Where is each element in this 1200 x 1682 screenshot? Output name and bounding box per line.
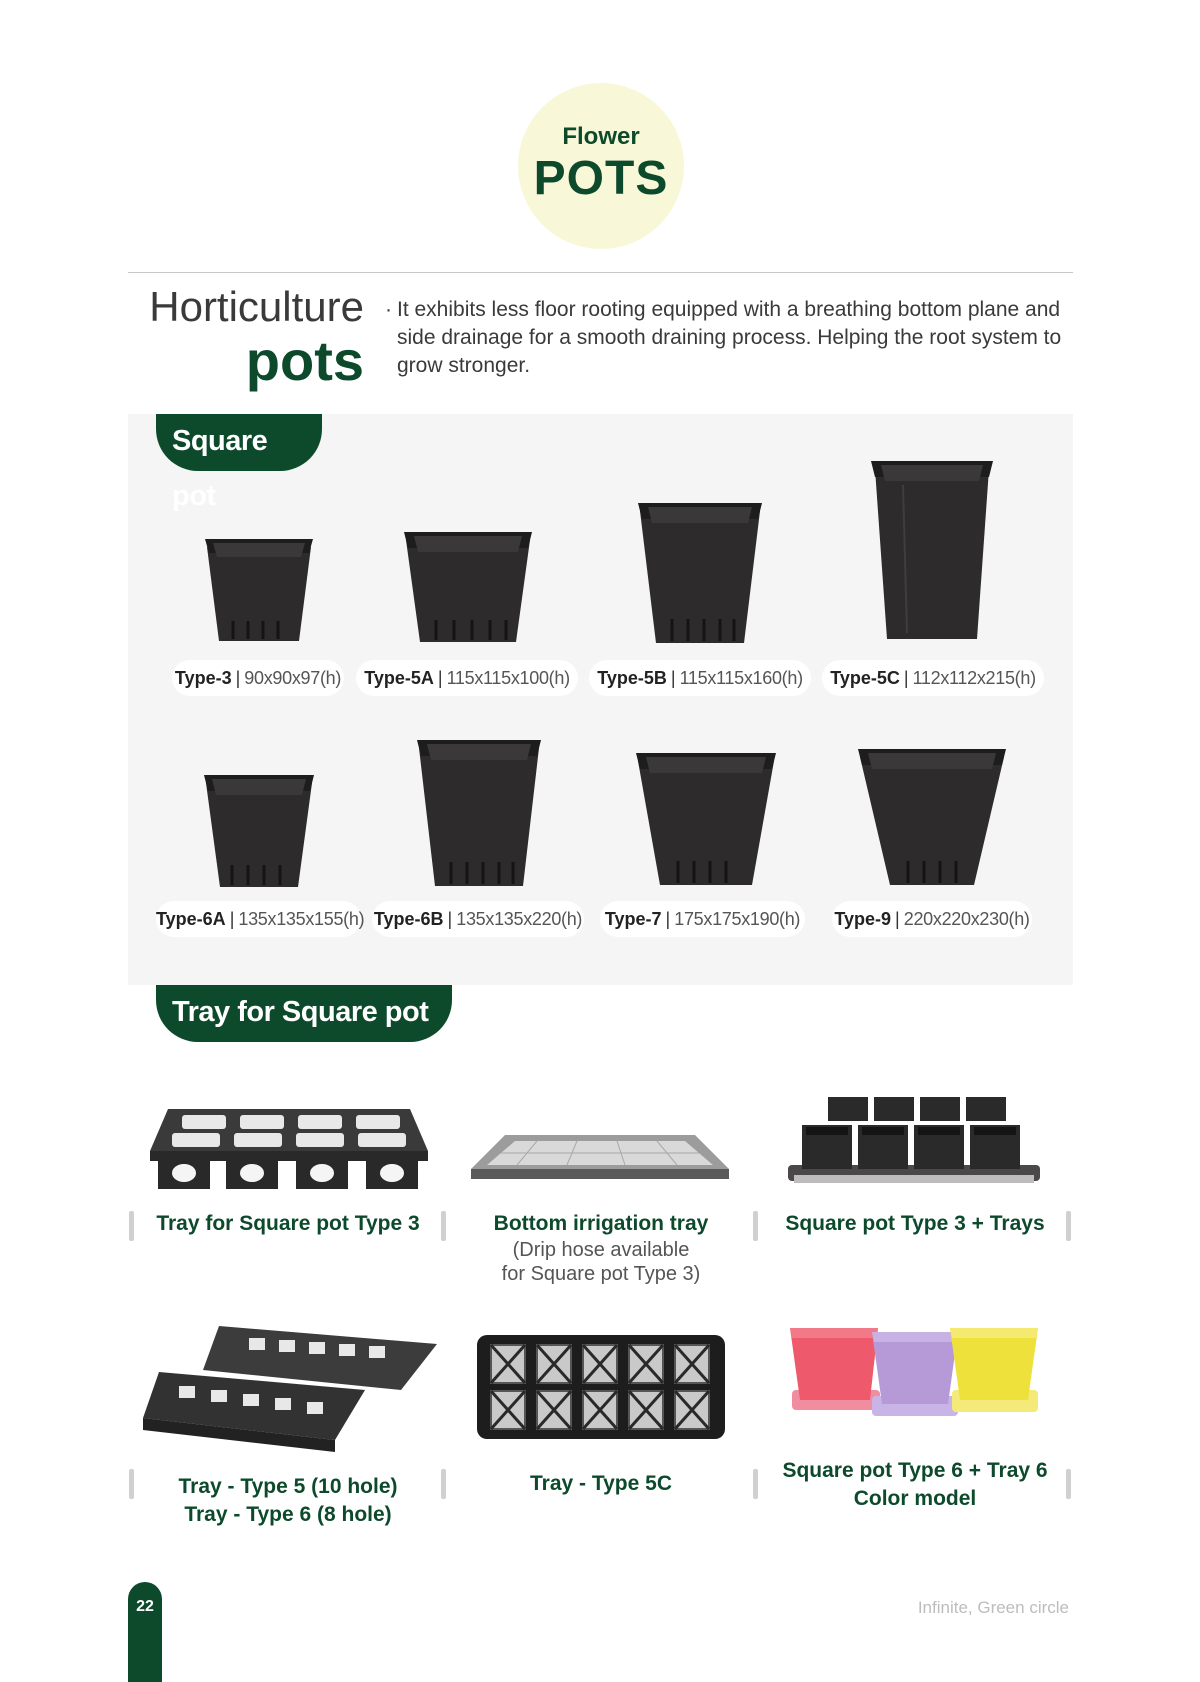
pot-image-type-6b [415, 734, 543, 890]
pot-label-type-5c [822, 660, 1044, 696]
tray-image-type-5c [477, 1335, 725, 1439]
tray-section-tab: Tray for Square pot [156, 985, 452, 1042]
pot-separator: | [229, 909, 235, 929]
caption-title-2: Tray - Type 6 (8 hole) [184, 1503, 392, 1526]
section-title [149, 282, 364, 390]
pot-separator: | [447, 909, 453, 929]
pot-dims: 135x135x155(h) [238, 909, 365, 929]
caption-irrigation-tray [452, 1210, 750, 1286]
pot-dims: 175x175x190(h) [674, 909, 801, 929]
title-circle [518, 83, 684, 249]
pot-type: Type-5A [364, 668, 434, 688]
caption-tray-type-3 [140, 1210, 436, 1238]
pot-label-type-5a [356, 660, 578, 696]
pot-separator: | [903, 668, 909, 688]
caption-divider [441, 1211, 446, 1241]
pot-dims: 135x135x220(h) [456, 909, 583, 929]
caption-divider [753, 1211, 758, 1241]
tray-image-irrigation [467, 1131, 733, 1185]
pot-dims: 112x112x215(h) [912, 668, 1036, 688]
title-main: POTS [533, 152, 669, 205]
caption-title: Tray for Square pot Type 3 [156, 1212, 420, 1235]
caption-divider [1066, 1469, 1071, 1499]
pot-dims: 220x220x230(h) [903, 909, 1030, 929]
pot-dims: 90x90x97(h) [244, 668, 342, 688]
square-pot-tab: Square pot [156, 414, 322, 471]
pot-dims: 115x115x100(h) [446, 668, 570, 688]
caption-title: Square pot Type 3 + Trays [785, 1212, 1045, 1235]
intro-text: It exhibits less floor rooting equipped with a breathing bottom plane and side drainage for a smooth draining process. Helping the root system to grow stronger. [397, 298, 1062, 377]
caption-divider [1066, 1211, 1071, 1241]
pot-type: Type-6B [373, 909, 444, 929]
caption-title: Bottom irrigation tray [493, 1212, 709, 1235]
tray-image-type-5-6 [139, 1322, 437, 1456]
color-pot-image [788, 1324, 1040, 1432]
pot-image-type-5a [402, 526, 534, 646]
pot-separator: | [437, 668, 443, 688]
top-rule [128, 272, 1073, 273]
pot-label-type-9 [832, 901, 1032, 937]
pot-separator: | [235, 668, 241, 688]
pot-image-type-3 [203, 533, 315, 645]
page-number-tab [128, 1582, 162, 1682]
footer-tagline: Infinite, Green circle [917, 1598, 1069, 1617]
pot-type: Type-7 [604, 909, 662, 929]
title-sup: Flower [562, 123, 640, 150]
pot-separator: | [895, 909, 900, 929]
caption-sub-2: for Square pot Type 3) [501, 1263, 701, 1285]
pot-type: Type-3 [174, 668, 232, 688]
pot-image-type-5b [636, 497, 764, 647]
page-number: 22 [136, 1598, 154, 1615]
pot-type: Type-9 [834, 909, 892, 929]
caption-title: Square pot Type 6 + Tray 6 [782, 1459, 1048, 1482]
caption-title: Tray - Type 5C [530, 1472, 672, 1495]
section-title-line1: Horticulture [149, 283, 364, 330]
intro-bullet: · [385, 298, 392, 321]
pot-type: Type-5C [830, 668, 900, 688]
pot-image-type-7 [634, 747, 778, 889]
caption-divider [129, 1211, 134, 1241]
caption-pot-type-3-trays [764, 1210, 1066, 1238]
pot-dims: 115x115x160(h) [679, 668, 803, 688]
pot-label-type-3 [172, 660, 344, 696]
tray-image-type-3 [148, 1105, 430, 1190]
pot-image-type-6a [202, 769, 316, 891]
caption-pot-type-6-color [764, 1457, 1066, 1513]
intro-paragraph [385, 296, 1075, 380]
pot-image-type-5c [869, 455, 995, 643]
caption-title-2: Color model [853, 1487, 977, 1510]
caption-divider [129, 1469, 134, 1499]
pot-type: Type-6A [156, 909, 226, 929]
caption-tray-type-5-6 [140, 1473, 436, 1529]
caption-sub-1: (Drip hose available [512, 1239, 690, 1261]
caption-tray-type-5c [452, 1470, 750, 1498]
pot-label-type-6b [372, 901, 584, 937]
pot-label-type-6a [156, 901, 365, 937]
pot-label-type-5b [589, 660, 811, 696]
caption-title: Tray - Type 5 (10 hole) [178, 1475, 398, 1498]
pot-type: Type-5B [597, 668, 667, 688]
pot-separator: | [665, 909, 671, 929]
tray-image-pot-type-3-trays [788, 1095, 1040, 1187]
pot-separator: | [670, 668, 676, 688]
pot-label-type-7 [600, 901, 805, 937]
section-title-line2: pots [245, 329, 364, 392]
pot-image-type-9 [856, 743, 1008, 889]
caption-divider [441, 1469, 446, 1499]
caption-divider [753, 1469, 758, 1499]
